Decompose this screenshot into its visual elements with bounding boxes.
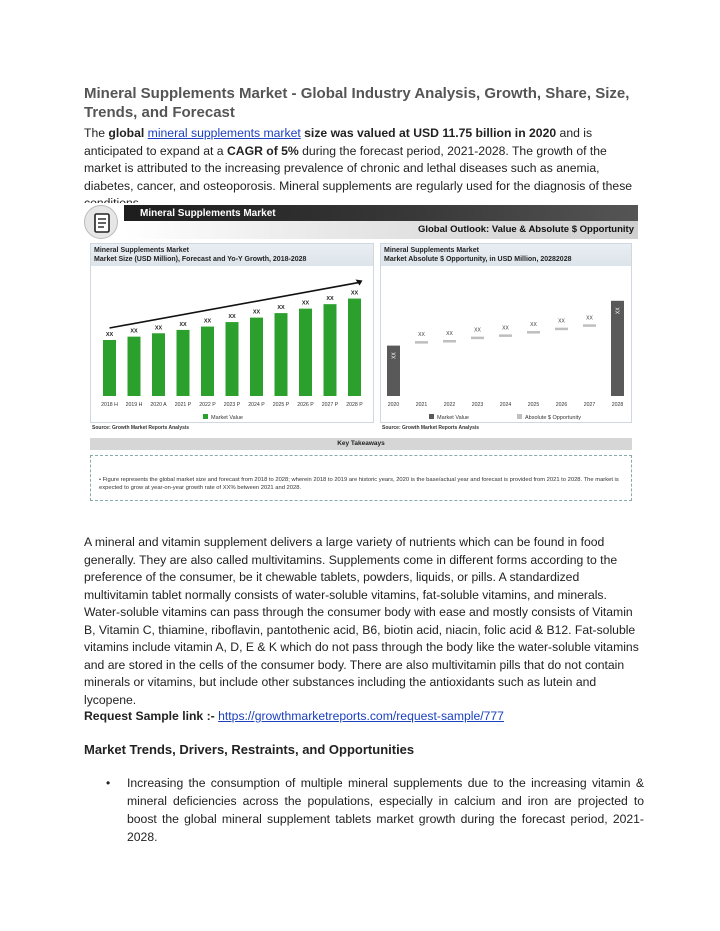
intro-cagr: CAGR of 5%: [226, 143, 299, 158]
bullet-list: [84, 774, 644, 846]
x-tick-label: 2020 A: [150, 402, 167, 408]
legend-swatch-market-value: [203, 414, 208, 419]
document-icon: [84, 205, 118, 239]
key-takeaways-box: [90, 455, 632, 501]
bullet-text: Increasing the consumption of multiple mineral supplements due to the increasing vitamin & mineral deficiencies across the populations, especially in calcium and iron are projected to boost the global mineral supplement tablets market growth during the forecast period, 2021-2028.: [127, 776, 644, 844]
key-takeaways-text: • Figure represents the global market size and forecast from 2018 to 2028; wherein 2018 to 2019 are historic years, 2020 is the base/actual year and forecast is provided from 2021 to 2028. The market is expected to grow at year-on-year growth rate of XX% between 2021 and 2028.: [99, 477, 619, 491]
page-title: Mineral Supplements Market - Global Industry Analysis, Growth, Share, Size, Trends, and Forecast: [84, 85, 630, 121]
bullet-dot-icon: •: [106, 776, 111, 790]
infographic-header: [84, 203, 638, 239]
source-right: Source: Growth Market Reports Analysis: [382, 425, 480, 431]
bar-data-label: XX: [446, 331, 453, 337]
x-tick-label: 2025: [527, 402, 540, 408]
x-tick-label: 2026 P: [297, 402, 314, 408]
bar-data-label: XX: [277, 305, 285, 312]
bar-2019-h: [128, 337, 141, 396]
request-label: Request Sample link :-: [84, 709, 215, 723]
bar-2020-a: [152, 333, 165, 396]
request-sample-link[interactable]: https://growthmarketreports.com/request-sample/777: [218, 709, 504, 723]
legend-label-market-value: Market Value: [211, 415, 243, 421]
x-tick-label: 2020: [387, 402, 400, 408]
request-sample: [84, 709, 504, 723]
legend-label-market-value: Market Value: [437, 415, 469, 421]
bar-data-label: XX: [105, 332, 114, 338]
bar-data-label: XX: [179, 321, 187, 328]
bar-2024-p: [250, 318, 263, 396]
bar-data-label: XX: [418, 332, 425, 339]
left-chart-title: Mineral Supplements Market: [94, 247, 189, 254]
market-infographic: [84, 203, 638, 508]
bar-data-label: XX: [502, 325, 509, 332]
body-paragraph: A mineral and vitamin supplement delivers a large variety of nutrients which can be found in food generally. They are also called multivitamins. Supplements come in different forms according to the preference of the consumer, be it chewable tablets, powders, liquids, or pills. A standardized multivitamin tablet normally consists of water-soluble vitamins, fat-soluble vitamins, and minerals. Water-soluble vitamins can pass through the consumer body with ease and mostly consists of Vitamin B, Vitamin C, thiamine, riboflavin, pantothenic acid, B6, biotin acid, niacin, folic acid & B12. Fat-soluble vitamins include vitamin A, D, E & K which do not pass through the body like the water-soluble vitamins and are stored in the cells of the consumer body. There are also multivitamin pills that do not contain minerals or vitamins, but include other substances including the antioxidants such as lutein and lycopene.: [84, 535, 639, 707]
x-tick-label: 2026: [555, 402, 568, 408]
x-tick-label: 2022: [443, 402, 456, 408]
bar-2022-p: [201, 327, 214, 396]
bullet-item: [84, 774, 644, 846]
bar-2028-p: [348, 299, 361, 396]
bar-opportunity-2027: [583, 324, 596, 327]
market-size-panel: [90, 243, 374, 423]
market-size-chart: [91, 244, 375, 424]
x-tick-label: 2021 P: [174, 402, 192, 408]
x-tick-label: 2018 H: [101, 402, 118, 408]
intro-mid: and is anticipated to expand at a: [84, 126, 593, 158]
intro-valued: size was valued at USD 11.75 billion in 2020: [304, 126, 557, 140]
left-chart-subtitle: Market Size (USD Million), Forecast and Yo-Y Growth, 2018-2028: [94, 256, 307, 263]
infographic-subtitle-band: [124, 221, 638, 239]
bar-opportunity-2025: [527, 331, 540, 334]
infographic-title: Mineral Supplements Market: [140, 208, 276, 219]
growth-arrow-line: [110, 283, 359, 328]
intro-rest: during the forecast period, 2021-2028. The growth of the market is attributed to the increasing prevalence of chronic and lethal diseases such as anemia, diabetes, cancer, and osteoporosis. Mineral supplements are regularly used for the diagnosis of these: [84, 143, 633, 193]
infographic-subtitle: Global Outlook: Value & Absolute $ Opportunity: [417, 224, 634, 235]
source-left: Source: Growth Market Reports Analysis: [92, 425, 190, 431]
x-tick-label: 2027 P: [321, 402, 339, 408]
x-tick-label: 2023: [471, 402, 484, 408]
key-takeaways-heading: Key Takeaways: [90, 438, 632, 450]
bar-data-label: XX: [558, 318, 565, 325]
bar-data-label: XX: [586, 315, 593, 322]
bar-opportunity-2024: [499, 334, 512, 337]
legend-label-absolute-opportunity: Absolute $ Opportunity: [525, 415, 581, 421]
bar-opportunity-2023: [471, 337, 484, 340]
bar-data-label: XX: [252, 309, 261, 316]
bar-data-label: XX: [301, 300, 310, 307]
bar-2025-p: [275, 313, 288, 396]
absolute-opportunity-panel: [380, 243, 632, 423]
bar-2023-p: [226, 322, 239, 396]
x-tick-label: 2022 P: [199, 402, 216, 408]
bar-opportunity-2022: [443, 340, 456, 343]
legend-swatch-absolute-opportunity: [517, 414, 522, 419]
bar-data-label: XX: [228, 314, 236, 321]
bar-data-label: XX: [615, 307, 622, 315]
bar-data-label: XX: [326, 296, 334, 303]
x-tick-label: 2028 P: [346, 402, 363, 408]
right-chart-title: Mineral Supplements Market: [384, 247, 479, 254]
x-tick-label: 2028: [611, 402, 624, 408]
x-tick-label: 2025 P: [272, 402, 290, 408]
right-chart-subtitle: Market Absolute $ Opportunity, in USD Million, 20282028: [384, 256, 572, 263]
bar-2026-p: [299, 309, 312, 396]
bar-opportunity-2026: [555, 328, 568, 331]
bar-data-label: XX: [203, 318, 212, 325]
legend-swatch-market-value: [429, 414, 434, 419]
market-link[interactable]: mineral supplements market: [147, 126, 301, 140]
intro-the: The: [84, 126, 109, 140]
x-tick-label: 2023 P: [223, 402, 241, 408]
intro-paragraph: [84, 125, 644, 213]
bar-2018-h: [103, 340, 116, 396]
x-tick-label: 2024: [499, 402, 512, 408]
intro-global: global: [108, 126, 145, 140]
bar-data-label: XX: [130, 328, 138, 335]
absolute-opportunity-chart: [381, 244, 633, 424]
section-heading: Market Trends, Drivers, Restraints, and Opportunities: [84, 742, 415, 757]
bar-data-label: XX: [391, 352, 398, 359]
bar-data-label: XX: [154, 325, 163, 332]
bar-2027-p: [324, 304, 337, 396]
bar-2021-p: [177, 330, 190, 396]
x-tick-label: 2024 P: [248, 402, 265, 408]
x-tick-label: 2027: [583, 402, 596, 408]
bar-data-label: XX: [530, 322, 537, 329]
bar-opportunity-2021: [415, 341, 428, 344]
bar-data-label: XX: [474, 327, 481, 334]
x-tick-label: 2021: [415, 402, 428, 408]
bar-data-label: XX: [350, 290, 359, 297]
x-tick-label: 2019 H: [125, 402, 143, 408]
